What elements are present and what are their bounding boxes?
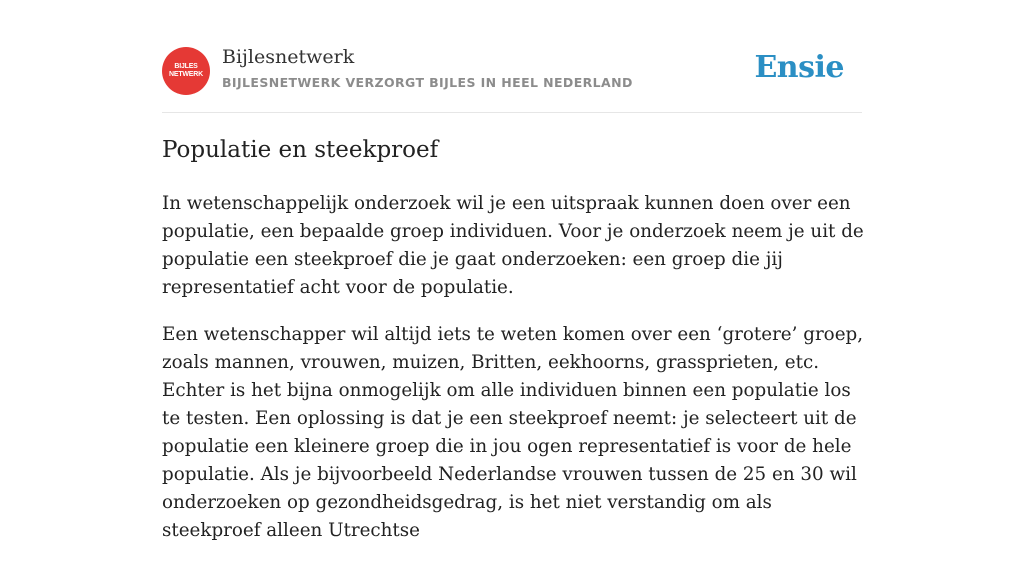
author-name[interactable]: Bijlesnetwerk: [222, 46, 355, 68]
content-container: [162, 0, 864, 541]
author-tagline: BIJLESNETWERK VERZORGT BIJLES IN HEEL NEDERLAND: [222, 75, 633, 90]
header: [162, 0, 862, 113]
article-title: Populatie en steekproef: [162, 137, 439, 163]
article-paragraph-1: In wetenschappelijk onderzoek wil je een uitspraak kunnen doen over een populatie, een bepaalde groep individuen. Voor je onderzoek neem je uit de populatie een steekproef die je gaat onderzoeken: een groep die jij representatief acht voor de populatie.: [162, 193, 864, 298]
author-logo-text-line-1: BIJLES: [174, 63, 198, 70]
article-paragraph-2: Een wetenschapper wil altijd iets te weten komen over een ‘grotere’ groep, zoals mannen, vrouwen, muizen, Britten, eekhoorns, grassprieten, etc. Echter is het bijna onmogelijk om alle individuen binnen een populatie los te testen. Een oplossing is dat je een steekproef neemt: je selecteert uit de populatie een kleinere groep die in jou ogen representatief is voor de hele populatie. Als je bijvoorbeeld Nederlandse vrouwen tussen de 25 en 30 wil onderzoeken op gezondheidsgedrag, is het niet verstandig om als steekproef alleen Utrechtse: [162, 324, 864, 541]
author-logo-text-line-2: NETWERK: [169, 71, 203, 78]
ensie-logo[interactable]: Ensie: [754, 50, 844, 85]
author-logo[interactable]: [162, 47, 210, 95]
article-body: [162, 190, 868, 564]
